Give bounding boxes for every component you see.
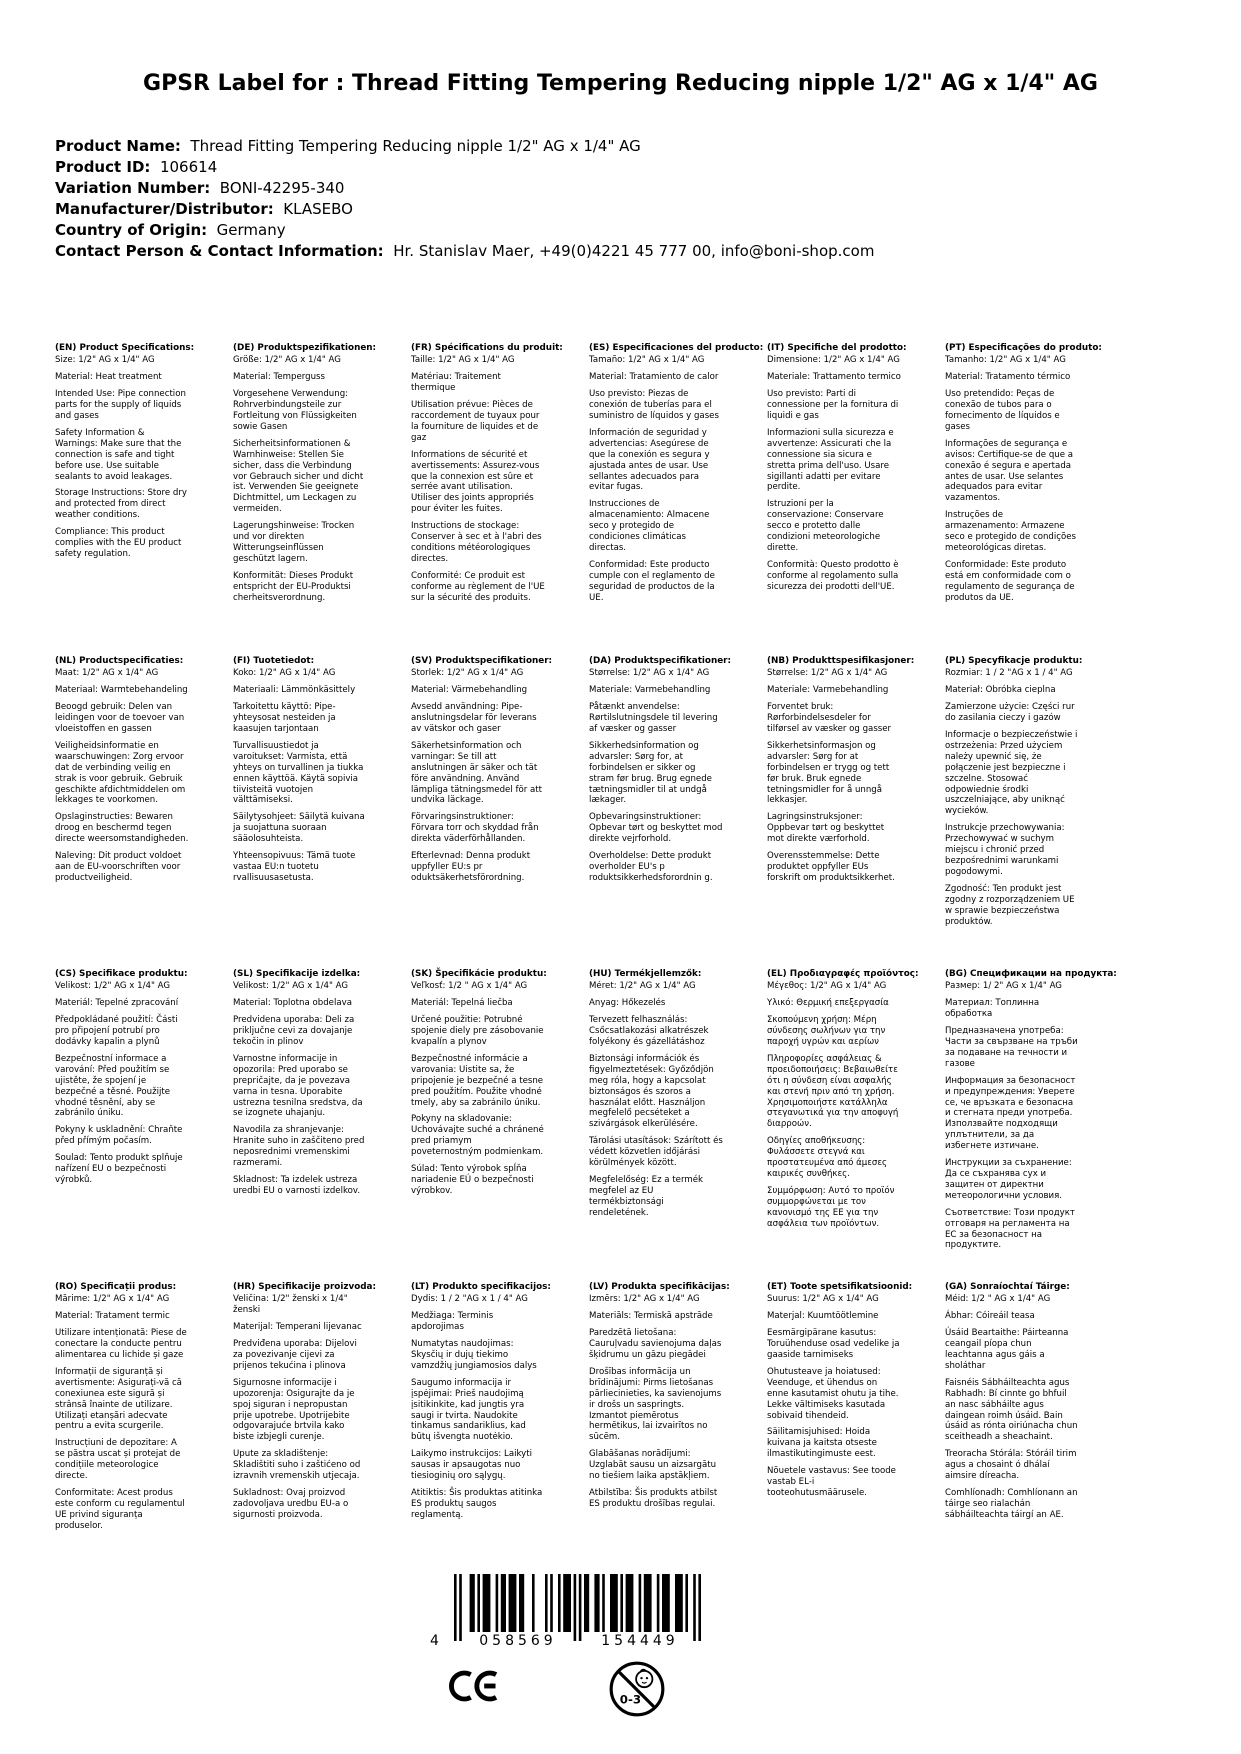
spec-block-ro <box>55 1282 189 1532</box>
spec-block-fi <box>233 656 367 884</box>
product-field-value: KLASEBO <box>273 199 353 218</box>
footer <box>428 1572 738 1752</box>
spec-paragraph: Säilytysohjeet: Säilytä kuivana ja suojattuna suoraan sääolosuhteista. <box>233 812 365 845</box>
product-field <box>55 220 1241 241</box>
spec-block-da <box>589 656 732 884</box>
spec-block-de <box>233 343 377 604</box>
spec-paragraph: Σκοπούμενη χρήση: Μέρη σύνδεσης σωλήνων για την παροχή υγρών και αερίων <box>767 1015 886 1048</box>
spec-block-header: (IT) Specifiche del prodotto: <box>767 343 907 353</box>
product-field-value: Hr. Stanislav Maer, +49(0)4221 45 777 00, info@boni-shop.com <box>383 241 875 260</box>
spec-paragraph: Dimensione: 1/2" AG x 1/4" AG <box>767 355 900 366</box>
spec-block-header: (PL) Specyfikacje produktu: <box>945 656 1083 666</box>
spec-block-header: (HR) Specifikacije proizvoda: <box>233 1282 376 1292</box>
product-field-value: Thread Fitting Tempering Reducing nipple 1/2" AG x 1/4" AG <box>180 136 641 155</box>
spec-paragraph: Suurus: 1/2" AG x 1/4" AG <box>767 1294 879 1305</box>
spec-paragraph: Conformidad: Este producto cumple con el reglamento de seguridad de productos de la UE. <box>589 559 715 603</box>
product-field <box>55 199 1241 220</box>
spec-paragraph: Предназначена употреба: Части за свързване на тръби за подаване на течности и газове <box>945 1026 1078 1069</box>
spec-paragraph: Conformidade: Este produto está em conformidade com o regulamento de segurança de produtos da UE. <box>945 559 1075 603</box>
spec-block-et <box>767 1282 913 1499</box>
ean13-barcode <box>428 1572 728 1652</box>
spec-paragraph: Saugumo informacija ir įspėjimai: Prieš naudojimą įsitikinkite, kad jungtis yra saugi ir tvirta. Naudokite tinkamus sandariklius, kad būtų išvengta nuotėkio. <box>411 1377 526 1443</box>
spec-paragraph: Material: Tratament termic <box>55 1311 170 1322</box>
spec-paragraph: Zamierzone użycie: Części rur do zasilania cieczy i gazów <box>945 702 1075 724</box>
spec-paragraph: Materjal: Kuumtöötlemine <box>767 1311 879 1322</box>
spec-block-header: (CS) Specifikace produktu: <box>55 969 188 979</box>
spec-paragraph: Instrukcje przechowywania: Przechowywać w suchym miejscu i chronić przed bezpośrednimi warunkami pogodowymi. <box>945 823 1065 877</box>
spec-block-header: (BG) Спецификации на продукта: <box>945 969 1117 979</box>
spec-paragraph: Materiál: Tepelné zpracování <box>55 998 179 1009</box>
spec-paragraph: Varnostne informacije in opozorila: Pred uporabo se prepričajte, da je povezava varna in tesna. Uporabite ustrezna tesnilna sredstva, da se izognete uhajanju. <box>233 1053 363 1119</box>
barcode-digit-prefix: 4 <box>430 1633 439 1649</box>
spec-paragraph: Maat: 1/2" AG x 1/4" AG <box>55 668 159 679</box>
spec-paragraph: Size: 1/2" AG x 1/4" AG <box>55 355 155 366</box>
ce-mark-icon <box>448 1664 502 1708</box>
spec-paragraph: Tervezett felhasználás: Csőcsatlakozási alkatrészek folyékony és gázellátáshoz <box>589 1015 709 1048</box>
spec-paragraph: Nõuetele vastavus: See toode vastab EL-i tooteohutusmäärusele. <box>767 1466 896 1499</box>
spec-paragraph: Информация за безопасност и предупреждения: Уверете се, че връзката е безопасна и стегната преди употреба. Използвайте подходящи уплътнители, за да избегнете изтичане. <box>945 1075 1076 1152</box>
spec-block-header: (EL) Προδιαγραφές προϊόντος: <box>767 969 919 979</box>
spec-paragraph: Méret: 1/2" AG x 1/4" AG <box>589 981 696 992</box>
barcode-digits-left: 058569 <box>479 1633 557 1649</box>
spec-paragraph: Forventet bruk: Rørforbindelsesdeler for tilførsel av væsker og gasser <box>767 702 892 735</box>
spec-paragraph: Instrucciones de almacenamiento: Almacene seco y protegido de condiciones climáticas directas. <box>589 499 710 554</box>
spec-block-header: (NB) Produkttspesifikasjoner: <box>767 656 915 666</box>
spec-paragraph: Navodila za shranjevanje: Hranite suho in zaščiteno pred neposrednimi vremenskimi razmerami. <box>233 1125 365 1169</box>
spec-block-header: (SK) Špecifikácie produktu: <box>411 969 547 979</box>
spec-paragraph: Intended Use: Pipe connection parts for the supply of liquids and gases <box>55 389 186 422</box>
spec-paragraph: Overensstemmelse: Dette produktet oppfyller EUs forskrift om produktsikkerhet. <box>767 851 895 883</box>
spec-paragraph: Tárolási utasítások: Szárított és védett közvetlen időjárási körülmények között. <box>589 1136 723 1169</box>
spec-paragraph: Tarkoitettu käyttö: Pipe-yhteysosat nesteiden ja kaasujen tarjontaan <box>233 702 336 735</box>
spec-paragraph: Mărime: 1/2" AG x 1/4" AG <box>55 1294 170 1305</box>
product-field-value: 106614 <box>150 157 218 176</box>
spec-paragraph: Pokyny na skladovanie: Uchovávajte suché a chránené pred priamym poveternostným podmienkam. <box>411 1114 544 1158</box>
product-field-label: Variation Number: <box>55 178 211 197</box>
spec-paragraph: Eesmärgipärane kasutus: Toruühenduse osad vedelike ja gaaside tarnimiseks <box>767 1328 900 1361</box>
spec-paragraph: Veiligheidsinformatie en waarschuwingen: Zorg ervoor dat de verbinding veilig en strak is voor gebruik. Gebruik geschikte afdichtmiddelen om lekkages te voorkomen. <box>55 740 186 806</box>
spec-paragraph: Soulad: Tento produkt splňuje nařízení EU o bezpečnosti výrobků. <box>55 1153 183 1186</box>
spec-paragraph: Material: Tratamiento de calor <box>589 372 719 383</box>
spec-block-pt <box>945 343 1102 604</box>
spec-paragraph: Numatytas naudojimas: Skysčių ir dujų tiekimo vamzdžių jungiamosios dalys <box>411 1339 537 1371</box>
spec-paragraph: Sikkerhetsinformasjon og advarsler: Sørg for at forbindelsen er trygg og tett før bruk. Bruk egnede tetningsmidler for å unngå lekkasjer. <box>767 740 890 806</box>
spec-paragraph: Sigurnosne informacije i upozorenja: Osigurajte da je spoj siguran i nepropustan prije upotrebe. Upotrijebite odgovarajuće brtvila kako biste izbjegli curenje. <box>233 1377 355 1443</box>
spec-paragraph: Méid: 1/2 " AG x 1/4" AG <box>945 1294 1051 1305</box>
spec-paragraph: Materiał: Obróbka cieplna <box>945 685 1056 696</box>
spec-paragraph: Größe: 1/2" AG x 1/4" AG <box>233 355 341 366</box>
spec-paragraph: Μέγεθος: 1/2" AG x 1/4" AG <box>767 981 887 992</box>
spec-block-header: (NL) Productspecificaties: <box>55 656 184 666</box>
spec-paragraph: Glabāšanas norādījumi: Uzglabāt sausu un aizsargātu no tiešiem laika apstākļiem. <box>589 1449 717 1482</box>
spec-paragraph: Conformità: Questo prodotto è conforme al regolamento sulla sicurezza dei prodotti dell'UE. <box>767 559 899 592</box>
spec-block-header: (EN) Product Specifications: <box>55 343 195 353</box>
spec-paragraph: Turvallisuustiedot ja varoitukset: Varmista, että yhteys on turvallinen ja tiukka ennen käyttöä. Käytä sopivia tiivisteitä vuotojen välttämiseksi. <box>233 740 364 806</box>
spec-paragraph: Påtænkt anvendelse: Rørtilslutningsdele til levering af væsker og gasser <box>589 702 718 735</box>
spec-paragraph: Storlek: 1/2" AG x 1/4" AG <box>411 668 524 679</box>
spec-paragraph: Sikkerhedsinformation og advarsler: Sørg for, at forbindelsen er sikker og stram før brug. Brug egnede tætningsmidler til at undgå lækager. <box>589 740 712 806</box>
spec-paragraph: Drošības informācija un brīdinājumi: Pirms lietošanas pārliecinieties, ka savienojums ir drošs un saspringts. Izmantot piemērotus hermētikus, lai izvairītos no sūcēm. <box>589 1366 722 1443</box>
spec-paragraph: Συμμόρφωση: Αυτό το προϊόν συμμορφώνεται με τον κανονισμό της ΕΕ για την ασφάλεια των προϊόντων. <box>767 1185 895 1229</box>
spec-paragraph: Säilitamisjuhised: Hoida kuivana ja kaitsta otseste ilmastikutingimuste eest. <box>767 1427 877 1460</box>
spec-paragraph: Pokyny k uskladnění: Chraňte před přímým počasím. <box>55 1125 183 1147</box>
spec-paragraph: Rozmiar: 1 / 2 "AG x 1 / 4" AG <box>945 668 1073 679</box>
spec-paragraph: Úsáid Beartaithe: Páirteanna ceangail píopa chun leachtanna agus gáis a sholáthar <box>945 1328 1069 1371</box>
spec-paragraph: Instruções de armazenamento: Armazene seco e protegido de condições meteorológicas diretas. <box>945 510 1076 554</box>
spec-paragraph: Určené použitie: Potrubné spojenie diely pre zásobovanie kvapalín a plynov <box>411 1015 544 1048</box>
spec-paragraph: Instrucțiuni de depozitare: A se păstra uscat și protejat de condițiile meteorologice directe. <box>55 1438 181 1482</box>
spec-row <box>55 656 1095 969</box>
spec-paragraph: Matériau: Traitement thermique <box>411 372 501 394</box>
spec-block-header: (SV) Produktspecifikationer: <box>411 656 553 666</box>
spec-paragraph: Informazioni sulla sicurezza e avvertenze: Assicurati che la connessione sia sicura e stretta prima dell'uso. Usare sigillanti adatti per evitare perdite. <box>767 427 894 493</box>
spec-paragraph: Størrelse: 1/2" AG x 1/4" AG <box>589 668 710 679</box>
page-title: GPSR Label for : Thread Fitting Tempering Reducing nipple 1/2" AG x 1/4" AG <box>143 71 1098 96</box>
spec-block-header: (ET) Toote spetsifikatsioonid: <box>767 1282 913 1292</box>
spec-paragraph: Materijal: Temperani lijevanac <box>233 1322 362 1333</box>
spec-paragraph: Dydis: 1 / 2 "AG x 1 / 4" AG <box>411 1294 528 1305</box>
spec-paragraph: Overholdelse: Dette produkt overholder EU's p roduktsikkerhedsforordnin g. <box>589 851 713 883</box>
spec-paragraph: Yhteensopivuus: Tämä tuote vastaa EU:n tuotetu rvallisuusasetusta. <box>233 851 356 883</box>
spec-block-header: (FI) Tuotetiedot: <box>233 656 315 666</box>
spec-block-sk <box>411 969 545 1197</box>
product-field-label: Product Name: <box>55 136 181 155</box>
spec-block-pl <box>945 656 1083 927</box>
spec-paragraph: Biztonsági információk és figyelmeztetések: Győződjön meg róla, hogy a kapcsolat biztonságos és szoros a használat előtt. Használjon megfelelő pecséteket a szivárgások elkerülésére. <box>589 1053 714 1130</box>
spec-block-it <box>767 343 907 593</box>
spec-block-header: (HU) Termékjellemzők: <box>589 969 702 979</box>
spec-paragraph: Taille: 1/2" AG x 1/4" AG <box>411 355 515 366</box>
spec-paragraph: Bezpečnostné informácie a varovania: Uistite sa, že pripojenie je bezpečné a tesne pred použitím. Použite vhodné tmely, aby sa zabránilo úniku. <box>411 1053 544 1108</box>
spec-paragraph: Lagerungshinweise: Trocken und vor direkten Witterungseinflüssen geschützt lagern. <box>233 521 355 564</box>
spec-paragraph: Informacje o bezpieczeństwie i ostrzeżenia: Przed użyciem należy upewnić się, że połączenie jest bezpieczne i szczelne. Stosować odpowiednie środki uszczelniające, aby uniknąć wycieków. <box>945 730 1078 817</box>
spec-paragraph: Tamanho: 1/2" AG x 1/4" AG <box>945 355 1066 366</box>
spec-paragraph: Utilisation prévue: Pièces de raccordement de tuyaux pour la fourniture de liquides et de gaz <box>411 400 540 443</box>
spec-paragraph: Förvaringsinstruktioner: Förvara torr och skyddad från direkta väderförhållanden. <box>411 812 539 845</box>
spec-paragraph: Velikost: 1/2" AG x 1/4" AG <box>233 981 349 992</box>
spec-paragraph: Conformité: Ce produit est conforme au règlement de l'UE sur la sécurité des produits. <box>411 570 545 603</box>
product-field <box>55 178 1241 199</box>
product-field-value: BONI-42295-340 <box>210 178 345 197</box>
spec-paragraph: Compliance: This product complies with the EU product safety regulation. <box>55 527 182 560</box>
spec-paragraph: Utilizare intenționată: Piese de conectare la conducte pentru alimentarea cu lichide și gaze <box>55 1328 187 1361</box>
age-warning-0-3-icon <box>608 1660 666 1718</box>
spec-paragraph: Størrelse: 1/2" AG x 1/4" AG <box>767 668 888 679</box>
spec-block-header: (SL) Specifikacije izdelka: <box>233 969 361 979</box>
spec-paragraph: Vorgesehene Verwendung: Rohrverbindungsteile zur Fortleitung von Flüssigkeiten sowie Gasen <box>233 389 357 432</box>
spec-block-header: (GA) Sonraíochtaí Táirge: <box>945 1282 1070 1292</box>
spec-paragraph: Veľkosť: 1/2 " AG x 1/4" AG <box>411 981 528 992</box>
product-field-label: Product ID: <box>55 157 151 176</box>
spec-paragraph: Paredzētā lietošana: Cauruļvadu savienojuma daļas šķidrumu un gāzu piegādei <box>589 1328 722 1361</box>
spec-paragraph: Předpokládané použití: Části pro připojení potrubí pro dodávky kapalin a plynů <box>55 1015 178 1048</box>
spec-block-bg <box>945 969 1117 1251</box>
spec-paragraph: Medžiaga: Terminis apdorojimas <box>411 1311 494 1333</box>
spec-paragraph: Material: Toplotna obdelava <box>233 998 352 1009</box>
spec-block-header: (FR) Spécifications du produit: <box>411 343 563 353</box>
spec-paragraph: Bezpečnostní informace a varování: Před použitím se ujistěte, že spojení je bezpečné a těsné. Použijte vhodné těsnění, aby se zabránilo úniku. <box>55 1053 171 1119</box>
spec-paragraph: Materiale: Varmebehandling <box>589 685 711 696</box>
spec-row <box>55 1282 1095 1532</box>
spec-paragraph: Laikymo instrukcijos: Laikyti sausas ir apsaugotas nuo tiesioginių oro sąlygų. <box>411 1449 533 1482</box>
spec-block-header: (LV) Produkta specifikācijas: <box>589 1282 730 1292</box>
spec-paragraph: Predviđena uporaba: Dijelovi za povezivanje cijevi za prijenos tekućina i plinova <box>233 1339 357 1371</box>
product-field-value: Germany <box>207 220 286 239</box>
spec-paragraph: Predvidena uporaba: Deli za priključne cevi za dovajanje tekočin in plinov <box>233 1015 355 1048</box>
spec-paragraph: Megfelelőség: Ez a termék megfelel az EU termékbiztonsági rendeletének. <box>589 1175 703 1218</box>
spec-paragraph: Veličina: 1/2" ženski x 1/4" ženski <box>233 1294 348 1316</box>
spec-paragraph: Υλικό: Θερμική επεξεργασία <box>767 998 889 1009</box>
spec-paragraph: Conformitate: Acest produs este conform cu regulamentul UE privind siguranța produselor. <box>55 1488 185 1531</box>
spec-paragraph: Material: Tratamento térmico <box>945 372 1071 383</box>
spec-paragraph: Avsedd användning: Pipe-anslutningsdelar för leverans av vätskor och gaser <box>411 702 537 735</box>
spec-row <box>55 969 1117 1282</box>
product-info <box>55 136 1241 262</box>
spec-paragraph: Izmērs: 1/2" AG x 1/4" AG <box>589 1294 700 1305</box>
spec-paragraph: Treoracha Stórála: Stóráil tirim agus a chosaint ó dhálaí aimsire díreacha. <box>945 1449 1077 1482</box>
spec-paragraph: Faisnéis Sábháilteachta agus Rabhadh: Bí cinnte go bhfuil an nasc sábháilte agus daingean roimh úsáid. Bain úsáid as rónta oiriúnacha chun sceitheadh a sheachaint. <box>945 1377 1078 1443</box>
product-field <box>55 157 1241 178</box>
spec-block-lt <box>411 1282 551 1521</box>
spec-block-cs <box>55 969 189 1186</box>
spec-block-header: (DE) Produktspezifikationen: <box>233 343 377 353</box>
spec-block-hu <box>589 969 723 1219</box>
spec-block-lv <box>589 1282 730 1510</box>
spec-block-ga <box>945 1282 1079 1521</box>
spec-block-fr <box>411 343 563 604</box>
spec-block-el <box>767 969 919 1230</box>
spec-paragraph: Safety Information & Warnings: Make sure that the connection is safe and tight before use. Use suitable sealants to avoid leakages. <box>55 427 182 482</box>
spec-block-nl <box>55 656 189 884</box>
spec-block-nb <box>767 656 915 884</box>
product-field <box>55 241 1241 262</box>
spec-block-header: (RO) Specificații produs: <box>55 1282 177 1292</box>
spec-paragraph: Ohutusteave ja hoiatused: Veenduge, et ühendus on enne kasutamist ohutu ja tihe. Lekke vältimiseks kasutada sobivaid tihendeid. <box>767 1366 899 1421</box>
product-field-label: Manufacturer/Distributor: <box>55 199 274 218</box>
spec-block-header: (LT) Produkto specifikacijos: <box>411 1282 551 1292</box>
spec-block-sl <box>233 969 367 1197</box>
spec-paragraph: Zgodność: Ten produkt jest zgodny z rozporządzeniem UE w sprawie bezpieczeństwa produktów. <box>945 883 1075 927</box>
spec-paragraph: Istruzioni per la conservazione: Conservare secco e protetto dalle condizioni meteorologiche dirette. <box>767 499 884 554</box>
spec-paragraph: Informações de segurança e avisos: Certifique-se de que a conexão é segura e apertada antes de usar. Use selantes adequados para evitar vazamentos. <box>945 438 1074 504</box>
spec-paragraph: Sukladnost: Ovaj proizvod zadovoljava uredbu EU-a o sigurnosti proizvoda. <box>233 1488 349 1520</box>
spec-paragraph: Informații de siguranță și avertismente: Asigurați-vă că conexiunea este sigură și strânsă înainte de utilizare. Utilizați etanșări adecvate pentru a evita scurgerile. <box>55 1366 182 1432</box>
spec-paragraph: Material: Värmebehandling <box>411 685 528 696</box>
spec-paragraph: Atitiktis: Šis produktas atitinka ES produktų saugos reglamentą. <box>411 1488 543 1520</box>
spec-paragraph: Materiāls: Termiskā apstrāde <box>589 1311 713 1322</box>
spec-paragraph: Uso previsto: Piezas de conexión de tuberías para el suministro de líquidos y gases <box>589 389 719 422</box>
spec-block-es <box>589 343 764 604</box>
spec-paragraph: Material: Heat treatment <box>55 372 162 383</box>
spec-paragraph: Ábhar: Cóireáil teasa <box>945 1311 1035 1322</box>
spec-block-header: (PT) Especificações do produto: <box>945 343 1102 353</box>
spec-paragraph: Οδηγίες αποθήκευσης: Φυλάσσετε στεγνά και προστατευμένα από άμεσες καιρικές συνθήκες. <box>767 1136 888 1180</box>
product-field <box>55 136 1241 157</box>
spec-block-sv <box>411 656 553 884</box>
spec-paragraph: Konformität: Dieses Produkt entspricht der EU-Produktsi cherheitsverordnung. <box>233 570 354 603</box>
spec-paragraph: Съответствие: Този продукт отговаря на регламента на ЕС за безопасност на продуктите. <box>945 1207 1075 1251</box>
spec-row <box>55 343 1102 656</box>
spec-paragraph: Uso pretendido: Peças de conexão de tubos para o fornecimento de líquidos e gases <box>945 389 1060 432</box>
spec-paragraph: Velikost: 1/2" AG x 1/4" AG <box>55 981 171 992</box>
spec-paragraph: Opslaginstructies: Bewaren droog en beschermd tegen directe weersomstandigheden. <box>55 812 189 845</box>
spec-paragraph: Säkerhetsinformation och varningar: Se till att anslutningen är säker och tät före användning. Använd lämpliga tätningsmedel för att undvika läckage. <box>411 740 543 806</box>
spec-paragraph: Información de seguridad y advertencias: Asegúrese de que la conexión es segura y ajustada antes de usar. Use sellantes adecuados para evitar fugas. <box>589 427 710 493</box>
spec-block-header: (ES) Especificaciones del producto: <box>589 343 764 353</box>
spec-paragraph: Súlad: Tento výrobok spĺňa nariadenie EÚ o bezpečnosti výrobkov. <box>411 1164 534 1196</box>
spec-block-hr <box>233 1282 376 1521</box>
age-warning-text: 0-3 <box>619 1692 642 1707</box>
spec-paragraph: Atbilstība: Šis produkts atbilst ES produktu drošības regulai. <box>589 1488 718 1509</box>
spec-paragraph: Lagringsinstruksjoner: Oppbevar tørt og beskyttet mot direkte værforhold. <box>767 812 885 845</box>
spec-paragraph: Koko: 1/2" AG x 1/4" AG <box>233 668 336 679</box>
spec-paragraph: Инструкции за съхранение: Да се съхранява сух и защитен от директни метеорологични условия. <box>945 1158 1072 1201</box>
spec-block-header: (DA) Produktspecifikationer: <box>589 656 732 666</box>
spec-paragraph: Materiale: Trattamento termico <box>767 372 901 383</box>
spec-paragraph: Materiale: Varmebehandling <box>767 685 889 696</box>
spec-paragraph: Opbevaringsinstruktioner: Opbevar tørt og beskyttet mod direkte vejrforhold. <box>589 812 723 845</box>
spec-paragraph: Skladnost: Ta izdelek ustreza uredbi EU o varnosti izdelkov. <box>233 1175 361 1196</box>
spec-paragraph: Материал: Топлинна обработка <box>945 998 1040 1020</box>
spec-grid <box>55 343 1117 1532</box>
spec-paragraph: Πληροφορίες ασφάλειας & προειδοποιήσεις: Βεβαιωθείτε ότι η σύνδεση είναι ασφαλής και στενή πριν από τη χρήση. Χρησιμοποιήστε κατάλληλα στεγανωτικά για την αποφυγή διαρροών. <box>767 1053 899 1130</box>
spec-paragraph: Uso previsto: Parti di connessione per la fornitura di liquidi e gas <box>767 389 899 422</box>
spec-paragraph: Materiaali: Lämmönkäsittely <box>233 685 356 696</box>
spec-paragraph: Tamaño: 1/2" AG x 1/4" AG <box>589 355 705 366</box>
product-field-label: Contact Person & Contact Information: <box>55 241 384 260</box>
compliance-marks <box>428 1660 728 1730</box>
spec-paragraph: Material: Temperguss <box>233 372 325 383</box>
spec-paragraph: Instructions de stockage: Conserver à sec et à l'abri des conditions météorologiques directes. <box>411 521 542 564</box>
spec-paragraph: Beoogd gebruik: Delen van leidingen voor de toevoer van vloeistoffen en gassen <box>55 702 185 735</box>
product-field-label: Country of Origin: <box>55 220 208 239</box>
spec-paragraph: Naleving: Dit product voldoet aan de EU-voorschriften voor productveiligheid. <box>55 851 182 883</box>
spec-paragraph: Sicherheitsinformationen & Warnhinweise: Stellen Sie sicher, dass die Verbindung vor Gebrauch sicher und dicht ist. Verwenden Sie geeignete Dichtmittel, um Leckagen zu vermeiden. <box>233 438 364 515</box>
spec-paragraph: Anyag: Hőkezelés <box>589 998 666 1009</box>
spec-paragraph: Размер: 1/ 2" AG x 1/4" AG <box>945 981 1062 992</box>
spec-block-en <box>55 343 195 560</box>
spec-paragraph: Upute za skladištenje: Skladištiti suho i zaštićeno od izravnih vremenskih utjecaja. <box>233 1449 361 1482</box>
spec-paragraph: Efterlevnad: Denna produkt uppfyller EU:s pr oduktsäkerhetsförordning. <box>411 851 531 883</box>
spec-paragraph: Storage Instructions: Store dry and protected from direct weather conditions. <box>55 488 187 521</box>
spec-paragraph: Informations de sécurité et avertissements: Assurez-vous que la connexion est sûre et serrée avant utilisation. Utiliser des joints appropriés pour éviter les fuites. <box>411 449 540 515</box>
spec-paragraph: Materiál: Tepelná liečba <box>411 998 513 1009</box>
spec-paragraph: Comhlíonadh: Comhlíonann an táirge seo rialachán sábháilteachta táirgí an AE. <box>945 1488 1078 1520</box>
spec-paragraph: Materiaal: Warmtebehandeling <box>55 685 188 696</box>
barcode-digits-right: 154449 <box>601 1633 679 1649</box>
